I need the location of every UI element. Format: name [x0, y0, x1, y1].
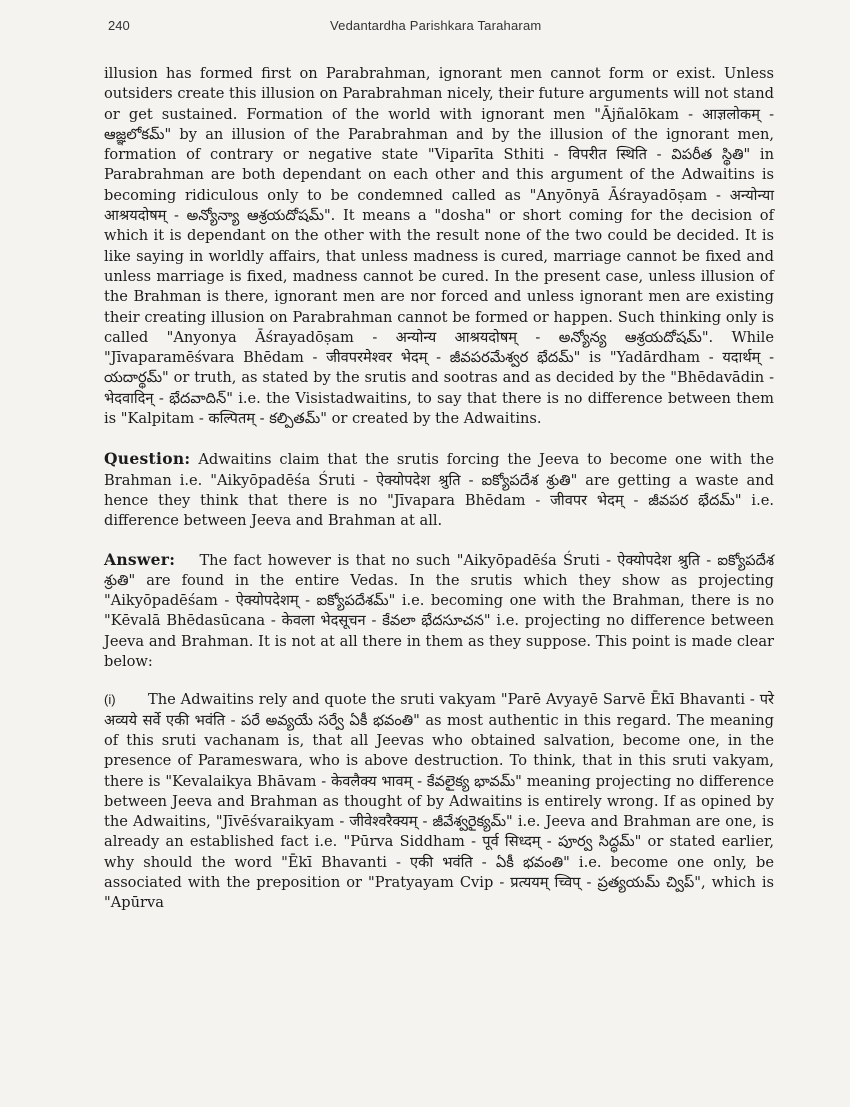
answer-text: The fact however is that no such "Aikyōpadēśa Śruti - ऐक्योपदेश श्रुति - ఐక్యోపదేశ శ్రుతి" are found in the entire Vedas. In the srutis which they show as projecting "Aikyōpadēśam - ऐक्योपदेशम् - ఐక్యోపదేశమ్" i.e. becoming one with the Brahman, there is no "Kēvalā Bhēdasūcana - केवला भेदसूचन - కేవలా భేదసూచన" i.e. projecting no difference between Jeeva and Brahman. It is not at all there in them as they suppose. This point is made clear below: — [104, 551, 774, 671]
running-title: Vedantardha Parishkara Taraharam — [330, 18, 542, 33]
question-text: Adwaitins claim that the srutis forcing the Jeeva to become one with the Brahman i.e. "Aikyōpadēśa Śruti - ऐक्योपदेश श्रुति - ఐక్యోపదేశ శ్రుతి" are getting a waste and hence they think that there is no "Jīvapara Bhēdam - जीवपर भेदम् - జీవపర భేదమ్" i.e. difference between Jeeva and Brahman at all. — [104, 451, 775, 530]
answer-label: Answer: — [104, 549, 176, 569]
page-header — [0, 16, 850, 38]
page-number: 240 — [108, 18, 130, 33]
question-paragraph — [104, 449, 774, 531]
question-label: Question: — [104, 449, 191, 469]
paragraph-illusion: illusion has formed first on Parabrahman, ignorant men cannot form or exist. Unless outsiders create this illusion on Parabrahman nicely, their future arguments will not stand or get sustained. Formation of the world with ignorant men "Ājñalōkam - आज्ञलोकम् - ఆజ్ఞలోకమ్" by an illusion of the Parabrahman and by the illusion of the ignorant men, formation of contrary or negative state "Viparīta Sthiti - विपरीत स्थिति - విపరీత స్థితి" in Parabrahman are both dependant on each other and this argument of the Adwaitins is becoming ridiculous only to be condemned called as "Anyōnyā Āśrayadōṣam - अन्योन्या आश्रयदोषम् - అన్యోన్యా ఆశ్రయదోషమ్". It means a "dosha" or short coming for the decision of which it is dependant on the other with the result none of the two could be decided. It is like saying in worldly affairs, that unless madness is cured, marriage cannot be fixed and unless marriage is fixed, madness cannot be cured. In the present case, unless illusion of the Brahman is there, ignorant men are nor forced and unless ignorant men are existing their creating illusion on Parabrahman cannot be formed or happen. Such thinking only is called "Anyonya Āśrayadōṣam - अन्योन्य आश्रयदोषम् - అన్యోన్య ఆశ్రయదోషమ్". While "Jīvaparamēśvara Bhēdam - जीवपरमेश्वर भेदम् - జీవపరమేశ్వర భేదమ్" is "Yadārdham - यदार्थम् - యదార్థమ్" or truth, as stated by the srutis and sootras and as decided by the "Bhēdavādin - भेदवादिन् - భేదవాదిన్" i.e. the Visistadwaitins, to say that there is no difference between them is "Kalpitam - कल्पितम् - కల్పితమ్" or created by the Adwaitins. — [104, 65, 774, 428]
page-body — [104, 64, 774, 934]
item-text: The Adwaitins rely and quote the sruti vakyam "Parē Avyayē Sarvē Ēkī Bhavanti - परे अव्यये सर्वे एकी भवंति - పరే అవ్యయే సర్వే ఏకీ భవంతి" as most authentic in this regard. The meaning of this sruti vachanam is, that all Jeevas who obtained salvation, become one, in the presence of Parameswara, who is above destruction. To think, that in this sruti vakyam, there is "Kevalaikya Bhāvam - केवलैक्य भावम् - కేవలైక్య భావమ్" meaning projecting no difference between Jeeva and Brahman as thought of by Adwaitins is entirely wrong. If as opined by the Adwaitins, "Jīvēśvaraikyam - जीवेश्वरैक्यम् - జీవేశ్వరైక్యమ్" i.e. Jeeva and Brahman are one, is already an established fact i.e. "Pūrva Siddham - पूर्व सिध्दम् - పూర్వ సిద్ధమ్" or stated earlier, why should the word "Ēkī Bhavanti - एकी भवंति - ఏకీ భవంతి" i.e. become one only, be associated with the preposition or "Pratyayam Cvip - प्रत्ययम् च्विप् - ప్రత్యయమ్ చ్విప్", which is "Apūrva — [104, 691, 774, 912]
list-item — [104, 690, 774, 913]
item-number: (i) — [104, 692, 116, 708]
answer-paragraph — [104, 550, 774, 673]
